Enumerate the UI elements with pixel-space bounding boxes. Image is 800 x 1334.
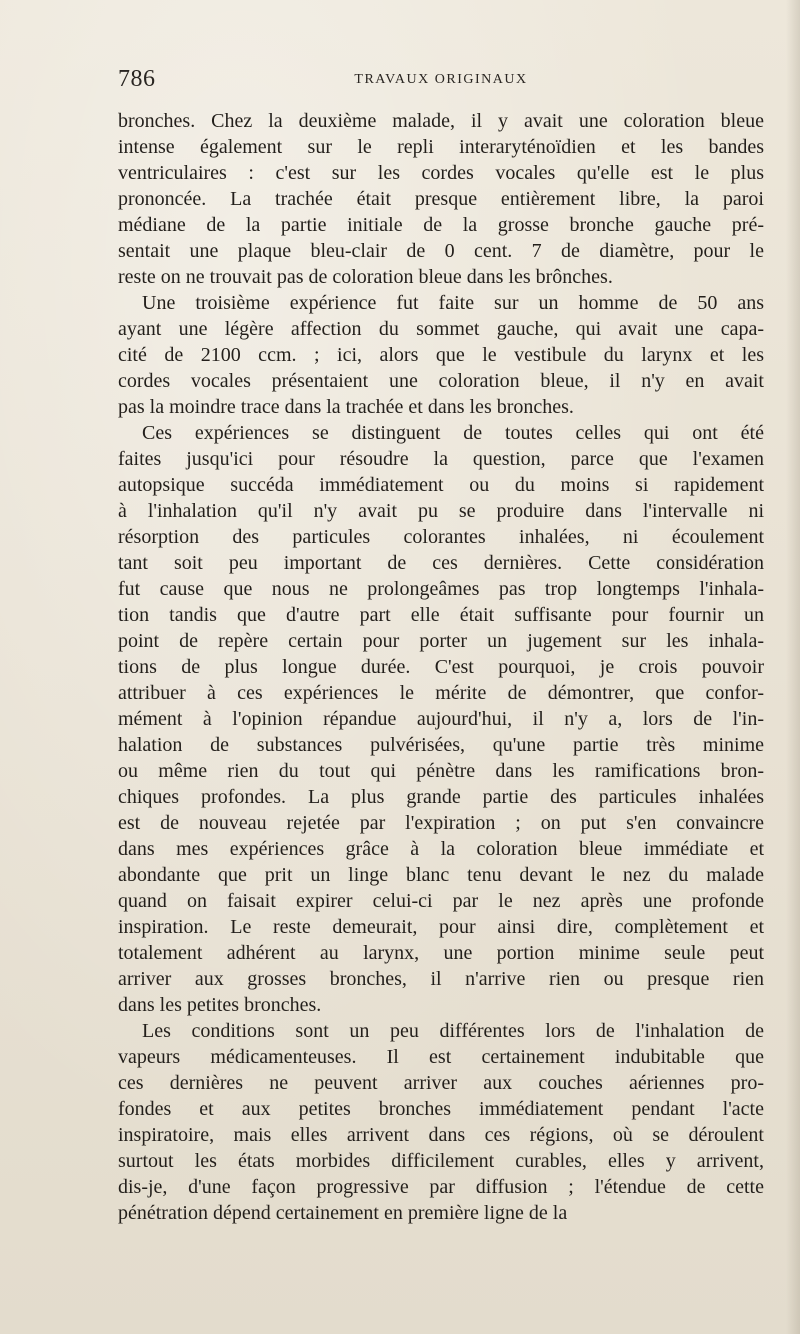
text-line: dans les petites bronches. [118, 994, 322, 1016]
text-line: cordes vocales présentaient une coloration bleue, il n'y en avait [118, 370, 764, 392]
text-line: bronches. Chez la deuxième malade, il y avait une coloration bleue [118, 110, 764, 132]
text-line: halation de substances pulvérisées, qu'une partie très minime [118, 734, 764, 756]
text-line: intense également sur le repli interaryténoïdien et les bandes [118, 136, 764, 158]
text-line: faites jusqu'ici pour résoudre la question, parce que l'examen [118, 448, 764, 470]
page-number: 786 [118, 66, 156, 92]
text-line: Les conditions sont un peu différentes lors de l'inhalation de [142, 1020, 764, 1042]
text-line: Ces expériences se distinguent de toutes celles qui ont été [142, 422, 764, 444]
text-line: dans mes expériences grâce à la coloration bleue immédiate et [118, 838, 764, 860]
text-line: surtout les états morbides difficilement curables, elles y arrivent, [118, 1150, 764, 1172]
text-line: ou même rien du tout qui pénètre dans les ramifications bron- [118, 760, 764, 782]
text-line: attribuer à ces expériences le mérite de démontrer, que confor- [118, 682, 764, 704]
text-line: prononcée. La trachée était presque entièrement libre, la paroi [118, 188, 764, 210]
text-line: chiques profondes. La plus grande partie des particules inhalées [118, 786, 764, 808]
page-edge-shadow [786, 0, 800, 1334]
text-line: totalement adhérent au larynx, une portion minime seule peut [118, 942, 764, 964]
text-line: pénétration dépend certainement en première ligne de la [118, 1202, 568, 1224]
text-line: sentait une plaque bleu-clair de 0 cent. 7 de diamètre, pour le [118, 240, 764, 262]
text-line: reste on ne trouvait pas de coloration bleue dans les brônches. [118, 266, 613, 288]
text-line: mément à l'opinion répandue aujourd'hui, il n'y a, lors de l'in- [118, 708, 764, 730]
text-line: quand on faisait expirer celui-ci par le nez après une profonde [118, 890, 764, 912]
text-line: fut cause que nous ne prolongeâmes pas trop longtemps l'inhala- [118, 578, 764, 600]
body-text [118, 108, 764, 1226]
text-line: inspiratoire, mais elles arrivent dans ces régions, où se déroulent [118, 1124, 764, 1146]
text-line: résorption des particules colorantes inhalées, ni écoulement [118, 526, 764, 548]
text-line: dis-je, d'une façon progressive par diffusion ; l'étendue de cette [118, 1176, 764, 1198]
page-header [118, 66, 764, 100]
text-line: point de repère certain pour porter un jugement sur les inhala- [118, 630, 764, 652]
text-line: tion tandis que d'autre part elle était suffisante pour fournir un [118, 604, 764, 626]
text-line: tions de plus longue durée. C'est pourquoi, je crois pouvoir [118, 656, 764, 678]
text-line: pas la moindre trace dans la trachée et dans les bronches. [118, 396, 574, 418]
text-line: arriver aux grosses bronches, il n'arrive rien ou presque rien [118, 968, 764, 990]
text-line: à l'inhalation qu'il n'y avait pu se produire dans l'intervalle ni [118, 500, 764, 522]
text-line: Une troisième expérience fut faite sur un homme de 50 ans [142, 292, 764, 314]
text-line: fondes et aux petites bronches immédiatement pendant l'acte [118, 1098, 764, 1120]
text-line: médiane de la partie initiale de la grosse bronche gauche pré- [118, 214, 764, 236]
text-line: est de nouveau rejetée par l'expiration ; on put s'en convaincre [118, 812, 764, 834]
running-head: TRAVAUX ORIGINAUX [354, 72, 528, 87]
text-line: autopsique succéda immédiatement ou du moins si rapidement [118, 474, 764, 496]
text-line: vapeurs médicamenteuses. Il est certainement indubitable que [118, 1046, 764, 1068]
text-line: ventriculaires : c'est sur les cordes vocales qu'elle est le plus [118, 162, 764, 184]
text-line: cité de 2100 ccm. ; ici, alors que le vestibule du larynx et les [118, 344, 764, 366]
text-line: inspiration. Le reste demeurait, pour ainsi dire, complètement et [118, 916, 764, 938]
text-line: ces dernières ne peuvent arriver aux couches aériennes pro- [118, 1072, 764, 1094]
text-line: abondante que prit un linge blanc tenu devant le nez du malade [118, 864, 764, 886]
text-line: tant soit peu important de ces dernières. Cette considération [118, 552, 764, 574]
text-line: ayant une légère affection du sommet gauche, qui avait une capa- [118, 318, 764, 340]
